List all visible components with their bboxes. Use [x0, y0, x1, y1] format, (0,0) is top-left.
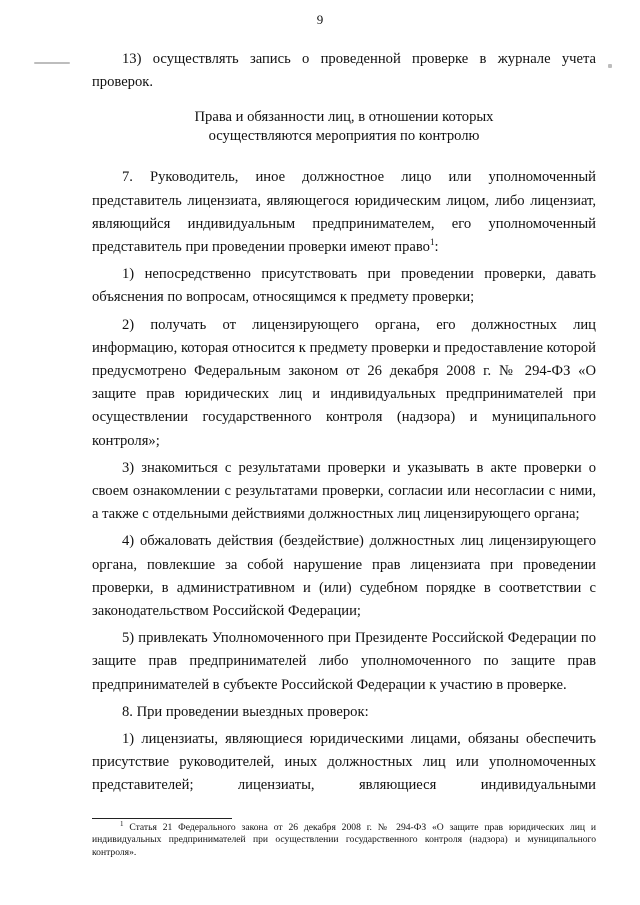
paragraph-7-item-5: 5) привлекать Уполномоченного при Президенте Российской Федерации по защите прав предпринимателей либо уполномоченного по защите прав предпринимателей в субъекте Российской Федерации к участию в проверке. [92, 630, 596, 693]
scan-artifact [608, 64, 612, 68]
heading-line-1: Права и обязанности лиц, в отношении которых [194, 109, 494, 126]
paragraph-7-text: 7. Руководитель, иное должностное лицо или уполномоченный представитель лицензиата, являющегося юридическим лицом, либо лицензиат, являющийся индивидуальным предпринимателем, его уполномоченный представитель при проведении проверки имеют право [92, 169, 596, 256]
paragraph-8-item-1: 1) лицензиаты, являющиеся юридическими лицами, обязаны обеспечить присутствие руководителей, иных должностных лиц или уполномоченных представителей; лицензиаты, являющиеся индивидуальными [92, 731, 596, 794]
footnote-mark: 1 [120, 819, 124, 828]
footnote-divider [92, 818, 232, 819]
heading-line-2: осуществляются мероприятия по контролю [208, 128, 480, 145]
paragraph-7-item-3: 3) знакомиться с результатами проверки и указывать в акте проверки о своем ознакомлении с результатами проверки, согласии или несогласии с ними, а также с отдельными действиями должностных лиц лицензирующего органа; [92, 459, 596, 523]
document-body [92, 48, 596, 802]
paragraph-7 [92, 166, 596, 259]
scan-artifact [34, 62, 70, 64]
section-heading [92, 108, 596, 146]
footnote-reference: 1 [429, 237, 435, 248]
paragraph-8: 8. При проведении выездных проверок: [122, 703, 369, 720]
paragraph-13: 13) осуществлять запись о проведенной проверке в журнале учета проверок. [92, 51, 596, 91]
paragraph-7-item-4: 4) обжаловать действия (бездействие) должностных лиц лицензирующего органа, повлекшие за собой нарушение прав лицензиата при проведении проверки, в административном и (или) судебном порядке в соответствии с законодательством Российской Федерации; [92, 533, 596, 620]
paragraph-7-item-2: 2) получать от лицензирующего органа, его должностных лиц информацию, которая относится к предмету проверки и предоставление которой предусмотрено Федеральным законом от 26 декабря 2008 г. № 294-ФЗ «О защите прав юридических лиц и индивидуальных предпринимателей при осуществлении государственного контроля (надзора) и муниципального контроля»; [92, 316, 596, 449]
footnote-text: Статья 21 Федерального закона от 26 декабря 2008 г. № 294-ФЗ «О защите прав юридических лиц и индивидуальных предпринимателей при осуществлении государственного контроля (надзора) и муниципального контроля». [92, 822, 596, 858]
footnote [92, 819, 596, 859]
paragraph-7-item-1: 1) непосредственно присутствовать при проведении проверки, давать объяснения по вопросам, относящимся к предмету проверки; [92, 266, 596, 306]
paragraph-7-end: : [434, 239, 439, 256]
page-number: 9 [316, 12, 324, 27]
